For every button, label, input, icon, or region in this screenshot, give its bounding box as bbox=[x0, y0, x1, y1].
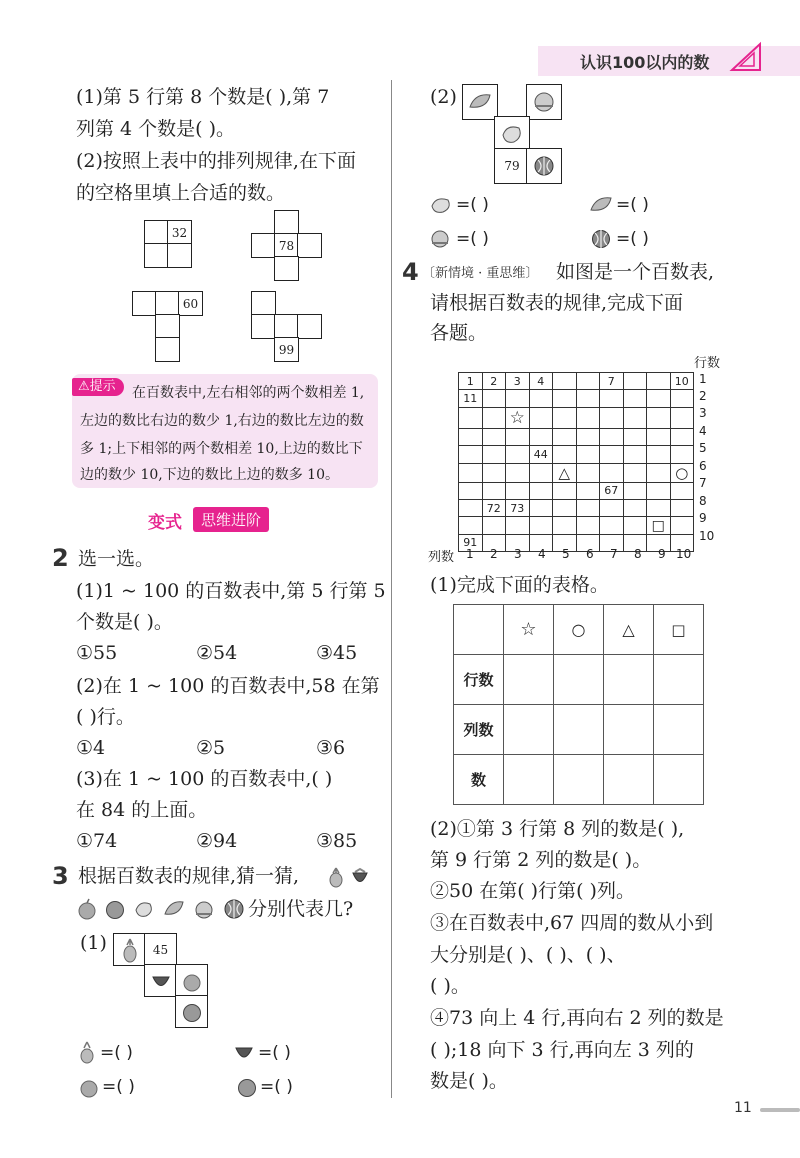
q3-line1: 根据百数表的规律,猜一猜, bbox=[78, 865, 300, 887]
answer-watermelon[interactable]: =( ) bbox=[616, 229, 649, 249]
grid-cell bbox=[482, 390, 506, 407]
grid-cell bbox=[553, 482, 577, 499]
q2-p2-option[interactable]: ②5 bbox=[196, 737, 226, 759]
table-row-label: 行数 bbox=[454, 655, 504, 705]
grid-cell[interactable] bbox=[274, 256, 299, 281]
grid-cell bbox=[506, 390, 530, 407]
variant-label: 变式 bbox=[148, 513, 182, 533]
grid-cell bbox=[482, 428, 506, 445]
grid-cell[interactable] bbox=[155, 314, 180, 339]
peach-icon bbox=[532, 90, 556, 114]
cell-number: 60 bbox=[182, 296, 199, 311]
hint-line: 在百数表中,左右相邻的两个数相差 1, bbox=[132, 385, 365, 401]
table-cell[interactable] bbox=[504, 755, 554, 805]
mango-icon bbox=[588, 194, 614, 216]
grid-cell-78 bbox=[274, 233, 299, 258]
row-axis-label: 行数 bbox=[694, 356, 721, 371]
row-number: 5 bbox=[699, 441, 707, 455]
cell-number: 99 bbox=[278, 342, 295, 357]
apple-icon bbox=[78, 1076, 100, 1098]
strawberry-icon bbox=[234, 1042, 254, 1064]
grid-row bbox=[459, 428, 694, 445]
question-number-4: 4 bbox=[402, 258, 419, 286]
grid-cell bbox=[506, 428, 530, 445]
hundred-grid bbox=[458, 372, 694, 552]
q1-part1-line2: 列第 4 个数是( )。 bbox=[76, 118, 236, 140]
grid-cell: 73 bbox=[506, 499, 530, 516]
grid-cell bbox=[459, 499, 483, 516]
triangle-cell: △ bbox=[553, 463, 577, 482]
grid-cell: 1 bbox=[459, 373, 483, 390]
grid-cell bbox=[553, 517, 577, 534]
col-number: 5 bbox=[562, 547, 570, 561]
grid-cell bbox=[576, 499, 600, 516]
grid-cell[interactable] bbox=[274, 314, 299, 339]
grid-cell[interactable] bbox=[251, 291, 276, 316]
grid-cell bbox=[529, 499, 553, 516]
square-cell: □ bbox=[647, 517, 671, 534]
grid-cell bbox=[647, 428, 671, 445]
q2-p1-option[interactable]: ③45 bbox=[316, 642, 358, 664]
col-number: 2 bbox=[490, 547, 498, 561]
strawberry-icon bbox=[150, 970, 172, 992]
table-cell[interactable] bbox=[604, 655, 654, 705]
strawberry-icon bbox=[350, 866, 370, 888]
column-divider bbox=[391, 80, 392, 1098]
hint-line: 多 1;上下相邻的两个数相差 10,上边的数比下 bbox=[80, 441, 363, 457]
table-cell[interactable] bbox=[654, 705, 704, 755]
q2-p1-option[interactable]: ①55 bbox=[76, 642, 118, 664]
grid-cell bbox=[482, 517, 506, 534]
q2-p3-line1: (3)在 1 ~ 100 的百数表中,( ) bbox=[76, 768, 333, 790]
grid-cell[interactable] bbox=[155, 337, 180, 362]
grid-cell bbox=[459, 517, 483, 534]
col-number: 3 bbox=[514, 547, 522, 561]
grid-cell bbox=[576, 390, 600, 407]
grid-cell-watermelon bbox=[526, 148, 562, 184]
q2-p1-line1: (1)1 ~ 100 的百数表中,第 5 行第 5 bbox=[76, 580, 386, 602]
grid-cell bbox=[670, 446, 694, 463]
mango-icon bbox=[467, 91, 493, 113]
answer-mango[interactable]: =( ) bbox=[616, 195, 649, 215]
grid-cell bbox=[459, 407, 483, 428]
col-axis-label: 列数 bbox=[428, 550, 455, 565]
table-cell[interactable] bbox=[654, 655, 704, 705]
col-number: 1 bbox=[466, 547, 474, 561]
grid-cell bbox=[670, 517, 694, 534]
grid-cell bbox=[506, 482, 530, 499]
q2-p1-option[interactable]: ②54 bbox=[196, 642, 238, 664]
grid-cell bbox=[553, 428, 577, 445]
grid-cell-mango bbox=[462, 84, 498, 120]
grid-cell bbox=[647, 407, 671, 428]
grid-cell-pineapple bbox=[113, 933, 146, 966]
grid-cell bbox=[553, 407, 577, 428]
row-number: 7 bbox=[699, 476, 707, 490]
grid-cell bbox=[600, 463, 624, 482]
grid-cell: 3 bbox=[506, 373, 530, 390]
grid-cell[interactable] bbox=[251, 314, 276, 339]
hint-line: 左边的数比右边的数少 1,右边的数比左边的数 bbox=[80, 413, 364, 429]
q1-part1-line1: (1)第 5 行第 8 个数是( ),第 7 bbox=[76, 86, 330, 108]
hint-tag-label: 提示 bbox=[89, 379, 116, 394]
grid-cell bbox=[529, 428, 553, 445]
cell-number: 79 bbox=[504, 159, 520, 173]
col-number: 7 bbox=[610, 547, 618, 561]
grid-row bbox=[459, 482, 694, 499]
q2-p3-option[interactable]: ③85 bbox=[316, 830, 358, 852]
grid-cell bbox=[647, 373, 671, 390]
q1-part2-line2: 的空格里填上合适的数。 bbox=[76, 182, 286, 204]
table-corner bbox=[454, 605, 504, 655]
star-cell: ☆ bbox=[506, 407, 530, 428]
answer-pineapple[interactable]: =( ) bbox=[100, 1043, 133, 1063]
table-row bbox=[454, 605, 704, 655]
grid-cell bbox=[482, 446, 506, 463]
pineapple-icon bbox=[326, 866, 346, 888]
q3-line2-end: 分别代表几? bbox=[248, 898, 354, 920]
grid-cell bbox=[482, 463, 506, 482]
table-cell[interactable] bbox=[604, 705, 654, 755]
grid-cell: 72 bbox=[482, 499, 506, 516]
grid-cell bbox=[647, 446, 671, 463]
grid-cell[interactable] bbox=[144, 243, 169, 268]
cell-number: 32 bbox=[171, 225, 188, 240]
header-title: 认识100以内的数 bbox=[580, 53, 710, 72]
hint-tag: ⚠提示 bbox=[72, 378, 124, 396]
grid-cell[interactable] bbox=[144, 220, 169, 245]
grid-cell-60 bbox=[178, 291, 203, 316]
variant-sub: 思维进阶 bbox=[193, 507, 269, 532]
grid-cell: 7 bbox=[600, 373, 624, 390]
grid-cell bbox=[576, 373, 600, 390]
grid-cell bbox=[600, 517, 624, 534]
watermelon-icon bbox=[532, 154, 556, 178]
grid-cell bbox=[459, 428, 483, 445]
hint-line: 边的数少 10,下边的数比上边的数多 10。 bbox=[80, 467, 339, 483]
grid-cell bbox=[670, 390, 694, 407]
grid-cell[interactable] bbox=[297, 233, 322, 258]
grid-cell bbox=[482, 407, 506, 428]
grid-row bbox=[459, 446, 694, 463]
grid-cell: 67 bbox=[600, 482, 624, 499]
grid-cell[interactable] bbox=[155, 291, 180, 316]
grid-row bbox=[459, 407, 694, 428]
answer-pear[interactable]: =( ) bbox=[456, 195, 489, 215]
grid-cell[interactable] bbox=[297, 314, 322, 339]
table-header-triangle: △ bbox=[604, 605, 654, 655]
grid-cell: 11 bbox=[459, 390, 483, 407]
peach-icon bbox=[192, 898, 216, 920]
table-header-square: □ bbox=[654, 605, 704, 655]
grid-cell bbox=[623, 463, 647, 482]
row-number: 9 bbox=[699, 511, 707, 525]
table-row-label: 列数 bbox=[454, 705, 504, 755]
grid-cell: 91 bbox=[459, 534, 483, 551]
grid-cell-99 bbox=[274, 337, 299, 362]
grid-cell bbox=[647, 390, 671, 407]
answer-strawberry[interactable]: =( ) bbox=[258, 1043, 291, 1063]
cell-number: 45 bbox=[152, 942, 169, 957]
grid-cell bbox=[529, 407, 553, 428]
grid-cell bbox=[529, 390, 553, 407]
question-number-2: 2 bbox=[52, 544, 69, 572]
table-cell[interactable] bbox=[554, 705, 604, 755]
table-cell[interactable] bbox=[654, 755, 704, 805]
grid-cell bbox=[623, 517, 647, 534]
watermelon-icon bbox=[222, 898, 246, 920]
grid-cell[interactable] bbox=[132, 291, 157, 316]
grid-row bbox=[459, 463, 694, 482]
grid-cell-strawberry bbox=[144, 964, 177, 997]
grid-cell bbox=[647, 482, 671, 499]
grid-cell bbox=[647, 499, 671, 516]
grid-cell bbox=[529, 482, 553, 499]
grid-cell bbox=[506, 463, 530, 482]
row-number: 2 bbox=[699, 389, 707, 403]
grid-cell-45 bbox=[144, 933, 177, 966]
q2-p2-line1: (2)在 1 ~ 100 的百数表中,58 在第 bbox=[76, 675, 380, 697]
grid-cell bbox=[576, 463, 600, 482]
orange-icon bbox=[104, 898, 126, 920]
grid-cell bbox=[623, 428, 647, 445]
q2-title: 选一选。 bbox=[78, 548, 155, 570]
grid-cell[interactable] bbox=[251, 233, 276, 258]
row-number: 3 bbox=[699, 406, 707, 420]
grid-cell bbox=[576, 446, 600, 463]
q2-p2-option[interactable]: ①4 bbox=[76, 737, 106, 759]
answer-orange[interactable]: =( ) bbox=[260, 1077, 293, 1097]
q4-p2-line: (2)①第 3 行第 8 列的数是( ), bbox=[430, 818, 685, 840]
q4-line2: 请根据百数表的规律,完成下面 bbox=[430, 292, 684, 314]
apple-icon bbox=[181, 970, 203, 992]
grid-cell-79 bbox=[494, 148, 530, 184]
grid-cell[interactable] bbox=[167, 243, 192, 268]
grid-row bbox=[459, 517, 694, 534]
grid-row bbox=[459, 499, 694, 516]
q4-p2-line: ④73 向上 4 行,再向右 2 列的数是 bbox=[430, 1007, 724, 1029]
table-row bbox=[454, 705, 704, 755]
row-number: 4 bbox=[699, 424, 707, 438]
grid-cell bbox=[600, 499, 624, 516]
grid-cell bbox=[482, 482, 506, 499]
answer-peach[interactable]: =( ) bbox=[456, 229, 489, 249]
grid-cell bbox=[670, 428, 694, 445]
grid-cell bbox=[623, 390, 647, 407]
q2-p1-line2: 个数是( )。 bbox=[76, 611, 173, 633]
q4-tag: 〔新情境 · 重思维〕 bbox=[422, 266, 539, 281]
apple-icon bbox=[76, 898, 98, 920]
table-cell[interactable] bbox=[554, 755, 604, 805]
grid-cell: 2 bbox=[482, 373, 506, 390]
row-number: 10 bbox=[699, 529, 715, 543]
grid-cell bbox=[623, 373, 647, 390]
q2-p3-option[interactable]: ①74 bbox=[76, 830, 118, 852]
q4-p2-line: 第 9 行第 2 列的数是( )。 bbox=[430, 849, 652, 871]
q4-p2-line: ③在百数表中,67 四周的数从小到 bbox=[430, 912, 714, 934]
orange-icon bbox=[181, 1001, 203, 1023]
grid-cell bbox=[506, 446, 530, 463]
grid-cell bbox=[670, 499, 694, 516]
pineapple-icon bbox=[78, 1040, 96, 1064]
page-number: 11 bbox=[734, 1100, 752, 1116]
row-number: 8 bbox=[699, 494, 707, 508]
table-row-label: 数 bbox=[454, 755, 504, 805]
grid-cell bbox=[576, 482, 600, 499]
q2-p3-line2: 在 84 的上面。 bbox=[76, 799, 208, 821]
table-row bbox=[454, 655, 704, 705]
q2-p2-line2: ( )行。 bbox=[76, 706, 135, 728]
q4-p2-line: 数是( )。 bbox=[430, 1070, 508, 1092]
grid-cell bbox=[670, 482, 694, 499]
mango-icon bbox=[162, 898, 186, 920]
grid-cell: 10 bbox=[670, 373, 694, 390]
grid-cell: 4 bbox=[529, 373, 553, 390]
answer-apple[interactable]: =( ) bbox=[102, 1077, 135, 1097]
q2-p3-option[interactable]: ②94 bbox=[196, 830, 238, 852]
grid-cell-pear bbox=[494, 116, 530, 152]
pear-icon bbox=[428, 194, 454, 216]
table-row bbox=[454, 755, 704, 805]
grid-cell bbox=[623, 407, 647, 428]
grid-cell-apple bbox=[175, 964, 208, 997]
col-number: 9 bbox=[658, 547, 666, 561]
cell-number: 78 bbox=[278, 238, 295, 253]
grid-cell bbox=[576, 428, 600, 445]
q3-part1-label: (1) bbox=[80, 932, 107, 954]
grid-cell bbox=[600, 390, 624, 407]
pineapple-icon bbox=[120, 937, 140, 963]
q4-line1: 如图是一个百数表, bbox=[556, 261, 715, 283]
col-number: 8 bbox=[634, 547, 642, 561]
grid-cell bbox=[670, 407, 694, 428]
col-number: 4 bbox=[538, 547, 546, 561]
q4-p2-line: 大分别是( )、( )、( )、 bbox=[430, 944, 626, 966]
pear-icon bbox=[499, 122, 525, 146]
grid-row bbox=[459, 373, 694, 390]
grid-cell: 44 bbox=[529, 446, 553, 463]
watermelon-icon bbox=[590, 228, 612, 250]
ruler-icon bbox=[728, 40, 764, 74]
grid-cell-32 bbox=[167, 220, 192, 245]
grid-cell bbox=[623, 446, 647, 463]
col-number: 6 bbox=[586, 547, 594, 561]
grid-cell-orange bbox=[175, 995, 208, 1028]
grid-cell bbox=[553, 373, 577, 390]
q4-p2-line: ( )。 bbox=[430, 975, 470, 997]
table-cell[interactable] bbox=[604, 755, 654, 805]
q3-part2-label: (2) bbox=[430, 86, 457, 108]
q2-p2-option[interactable]: ③6 bbox=[316, 737, 346, 759]
grid-cell bbox=[459, 446, 483, 463]
grid-cell bbox=[647, 463, 671, 482]
table-header-circle: ○ bbox=[554, 605, 604, 655]
grid-cell bbox=[506, 517, 530, 534]
grid-cell bbox=[553, 446, 577, 463]
table-cell[interactable] bbox=[554, 655, 604, 705]
col-number: 10 bbox=[676, 547, 692, 561]
table-cell[interactable] bbox=[504, 705, 554, 755]
grid-cell bbox=[576, 407, 600, 428]
grid-cell-peach bbox=[526, 84, 562, 120]
table-cell[interactable] bbox=[504, 655, 554, 705]
grid-row bbox=[459, 390, 694, 407]
grid-cell bbox=[553, 390, 577, 407]
grid-cell bbox=[553, 499, 577, 516]
grid-cell bbox=[529, 463, 553, 482]
q4-p2-line: ②50 在第( )行第( )列。 bbox=[430, 880, 635, 902]
orange-icon bbox=[236, 1076, 258, 1098]
q1-part2-line1: (2)按照上表中的排列规律,在下面 bbox=[76, 150, 356, 172]
page-number-bar bbox=[760, 1108, 800, 1112]
grid-cell bbox=[576, 517, 600, 534]
grid-cell bbox=[600, 407, 624, 428]
grid-cell[interactable] bbox=[274, 210, 299, 235]
grid-cell bbox=[623, 482, 647, 499]
grid-cell bbox=[459, 463, 483, 482]
q4-p2-line: ( );18 向下 3 行,再向左 3 列的 bbox=[430, 1039, 694, 1061]
grid-cell bbox=[600, 428, 624, 445]
q4-p1: (1)完成下面的表格。 bbox=[430, 574, 609, 596]
peach-icon bbox=[428, 228, 452, 250]
row-number: 1 bbox=[699, 372, 707, 386]
table-header-star: ☆ bbox=[504, 605, 554, 655]
grid-cell bbox=[600, 446, 624, 463]
grid-cell bbox=[623, 499, 647, 516]
row-number: 6 bbox=[699, 459, 707, 473]
grid-cell bbox=[459, 482, 483, 499]
grid-cell bbox=[529, 517, 553, 534]
answer-table bbox=[453, 604, 704, 805]
circle-cell: ○ bbox=[670, 463, 694, 482]
question-number-3: 3 bbox=[52, 862, 69, 890]
pear-icon bbox=[132, 898, 156, 920]
q4-line3: 各题。 bbox=[430, 322, 488, 344]
